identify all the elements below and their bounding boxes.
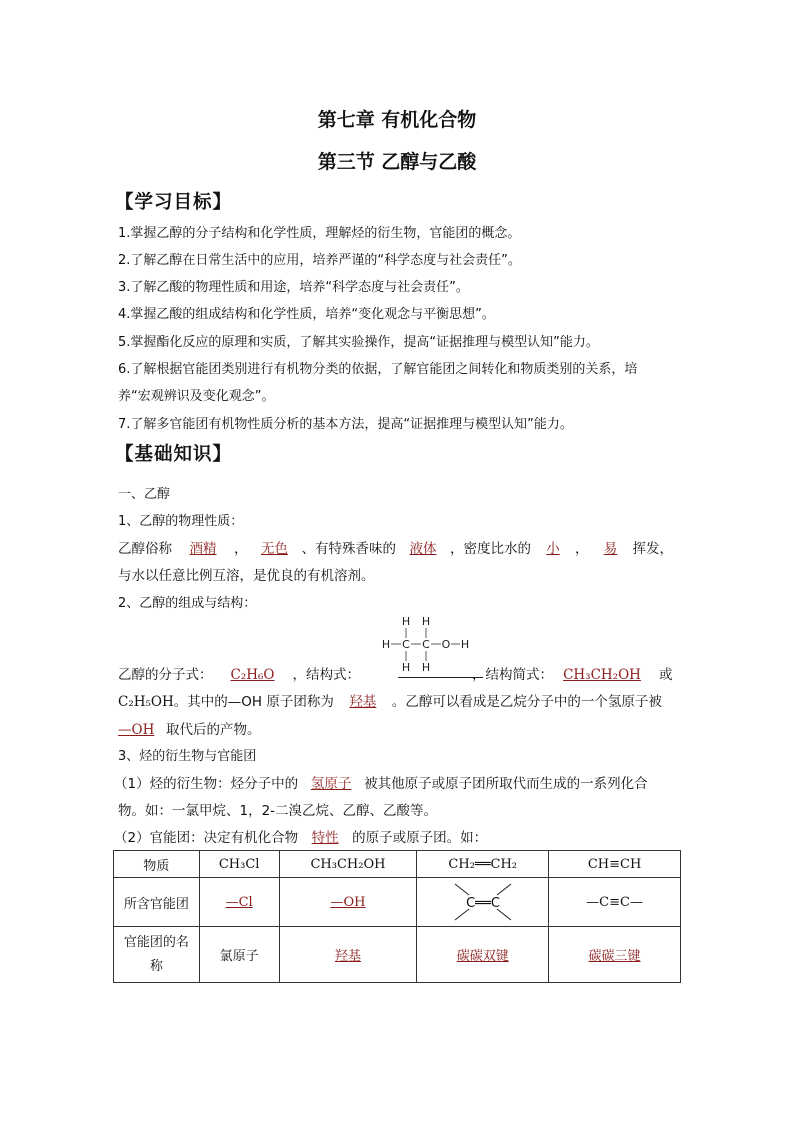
- objective-item: 4.掌握乙酸的组成结构和化学性质，培养“变化观念与平衡思想”。: [118, 307, 495, 322]
- table-cell: 官能团的名 称: [114, 927, 200, 983]
- table-cell: [549, 927, 681, 983]
- objective-item: 1.掌握乙醇的分子结构和化学性质，理解烃的衍生物，官能团的概念。: [118, 226, 521, 241]
- objective-item: 6.了解根据官能团类别进行有机物分类的依据，了解官能团之间转化和物质类别的关系，培: [118, 362, 638, 377]
- objective-item: 5.掌握酯化反应的原理和实质，了解其实验操作，提高“证据推理与模型认知”能力。: [118, 335, 599, 350]
- answer-blank: 特性: [311, 830, 339, 846]
- table-cell: CH≡CH: [549, 851, 681, 878]
- atom-label: H: [460, 638, 470, 651]
- answer-blank: 液体: [409, 541, 437, 557]
- derivative-definition: 物。如：一氯甲烷、1，2-二溴乙烷、乙醇、乙酸等。: [118, 803, 438, 819]
- subsection-title: 1、乙醇的物理性质：: [118, 514, 244, 529]
- molecular-formula-line: 乙醇的分子式： C₂H₆O ，结构式： ，结构简式： CH₃CH₂OH 或: [118, 667, 673, 683]
- table-cell: [417, 927, 549, 983]
- double-bond-diagram: [443, 880, 523, 924]
- atom-label: H: [381, 638, 391, 651]
- answer-blank: —Cl: [225, 894, 253, 910]
- answer-blank: 无色: [261, 541, 288, 557]
- table-cell: CH₃Cl: [199, 851, 279, 878]
- table-cell: [279, 878, 417, 927]
- table-row: [114, 878, 681, 927]
- answer-blank: 羟基: [349, 694, 377, 710]
- objective-item: 7.了解多官能团有机物性质分析的基本方法，提高“证据推理与模型认知”能力。: [118, 417, 573, 432]
- table-row: [114, 927, 681, 983]
- answer-blank: C₂H₆O: [230, 667, 275, 683]
- objective-item: 养“宏观辨识及变化观念”。: [118, 389, 275, 404]
- functional-group-definition: （2）官能团：决定有机化合物 特性 的原子或原子团。如：: [114, 826, 487, 846]
- atom-label: H: [421, 615, 431, 628]
- physical-properties-line: 与水以任意比例互溶，是优良的有机溶剂。: [118, 568, 375, 584]
- atom-label: C: [402, 638, 410, 651]
- basics-heading: 【基础知识】: [115, 444, 233, 465]
- atom-label: H: [401, 615, 411, 628]
- molecular-formula-line: C₂H₅OH。其中的—OH 原子团称为 羟基 。乙醇可以看成是乙烷分子中的一个氢原子被: [118, 690, 662, 710]
- section-title: 第三节 乙醇与乙酸: [317, 151, 477, 173]
- table-row: [114, 851, 681, 878]
- answer-blank: —OH: [118, 722, 155, 738]
- objective-item: 2.了解乙醇在日常生活中的应用，培养严谨的“科学态度与社会责任”。: [118, 253, 521, 268]
- answer-blank: 碳碳双键: [456, 949, 509, 964]
- objectives-heading: 【学习目标】: [115, 192, 233, 213]
- chapter-title: 第七章 有机化合物: [317, 109, 477, 131]
- table-cell: [199, 878, 279, 927]
- atom-label: H: [421, 661, 431, 674]
- functional-group-table: [113, 850, 681, 983]
- answer-blank: 易: [603, 541, 618, 557]
- part-heading: 一、乙醇: [118, 487, 171, 502]
- table-cell: 物质: [114, 851, 200, 878]
- answer-blank: 碳碳三键: [588, 949, 641, 964]
- table-cell: [417, 878, 549, 927]
- subsection-title: 3、烃的衍生物与官能团: [118, 749, 257, 764]
- answer-blank: —OH: [330, 894, 366, 910]
- table-cell: CH₃CH₂OH: [279, 851, 417, 878]
- atom-label: H: [401, 661, 411, 674]
- answer-blank: 氢原子: [310, 776, 352, 792]
- double-bond-label: C══C: [465, 896, 500, 911]
- atom-label: O: [441, 638, 451, 651]
- atom-label: C: [422, 638, 430, 651]
- answer-blank: 小: [546, 541, 560, 557]
- molecular-formula-line: —OH 取代后的产物。: [118, 722, 261, 738]
- table-cell: —C≡C—: [549, 878, 681, 927]
- table-cell: 所含官能团: [114, 878, 200, 927]
- answer-blank: 酒精: [189, 541, 217, 557]
- derivative-definition: （1）烃的衍生物：烃分子中的 氢原子 被其他原子或原子团所取代而生成的一系列化合: [114, 772, 648, 792]
- answer-blank: 羟基: [334, 949, 361, 964]
- answer-blank: CH₃CH₂OH: [563, 667, 641, 683]
- objective-item: 3.了解乙酸的物理性质和用途，培养“科学态度与社会责任”。: [118, 280, 469, 295]
- table-cell: CH₂══CH₂: [417, 851, 549, 878]
- table-cell: [279, 927, 417, 983]
- subsection-title: 2、乙醇的组成与结构：: [118, 596, 257, 611]
- physical-properties-line: 乙醇俗称 酒精 ， 无色 、有特殊香味的 液体 ，密度比水的 小 ， 易 挥发，: [118, 537, 673, 557]
- table-cell: 氯原子: [199, 927, 279, 983]
